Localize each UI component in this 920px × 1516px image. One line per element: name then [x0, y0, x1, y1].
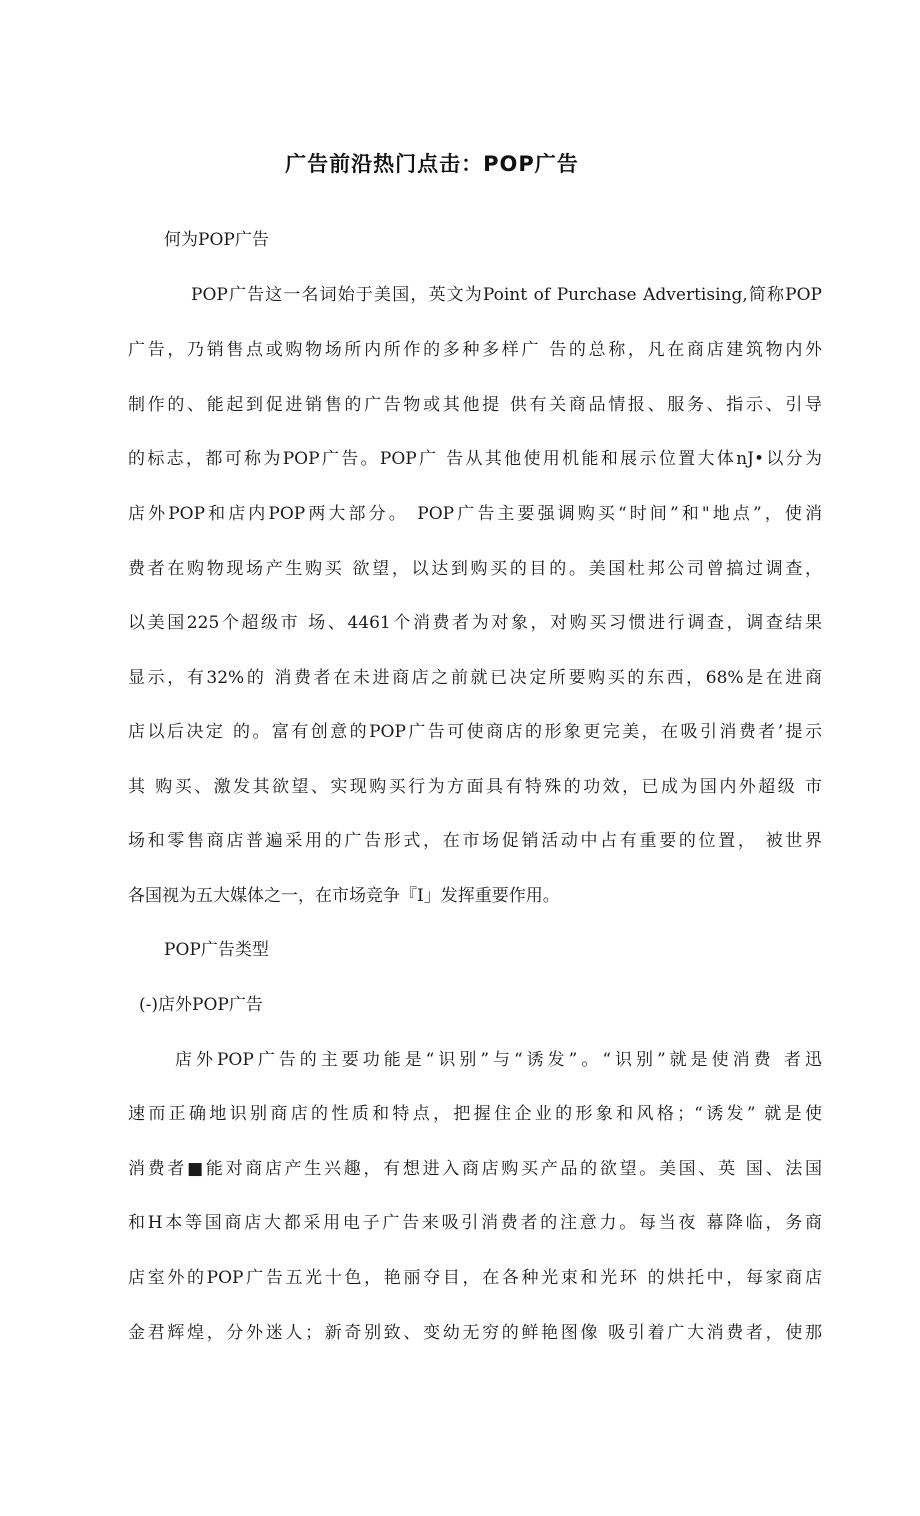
- paragraph-line: 店室外的POP广告五光十色，艳丽夺目，在各种光束和光环 的烘托中，每家商店: [128, 1268, 822, 1288]
- paragraph-line: 店外POP和店内POP两大部分。 POP广告主要强调购买“时间”和"地点”，使消: [128, 504, 822, 524]
- paragraph-line: 金君辉煌，分外迷人；新奇别致、变幼无穷的鲜艳图像 吸引着广大消费者，使那: [128, 1323, 822, 1343]
- paragraph-line: 费者在购物现场产生购买 欲望，以达到购买的目的。美国杜邦公司曾搞过调查，: [128, 559, 822, 579]
- paragraph-line: 以美国225个超级市 场、4461个消费者为对象，对购买习惯进行调查，调查结果: [128, 613, 822, 633]
- paragraph-line: 店以后决定 的。富有创意的POP广告可使商店的形象更完美，在吸引消费者’提示: [128, 722, 822, 742]
- paragraph-line: 制作的、能起到促进销售的广告物或其他提 供有关商品情报、服务、指示、引导: [128, 395, 822, 415]
- paragraph-line: 和H本等国商店大都采用电子广告来吸引消费者的注意力。每当夜 幕降临，务商: [128, 1213, 822, 1233]
- paragraph-line: POP广告这一名词始于美国，英文为Point of Purchase Advertising,简称POP: [191, 285, 822, 305]
- paragraph-line: 其 购买、激发其欲望、实现购买行为方面具有特殊的功效，已成为国内外超级 市: [128, 777, 822, 797]
- page-title: 广告前沿热门点击：POP广告: [285, 152, 579, 176]
- section-heading-what-is-pop: 何为POP广告: [164, 230, 269, 250]
- paragraph-line: 店外POP广告的主要功能是“识别”与“诱发”。“识别”就是使消费 者迅: [175, 1050, 822, 1070]
- paragraph-line: 场和零售商店普遍采用的广告形式，在市场促销活动中占有重要的位置， 被世界: [128, 831, 822, 851]
- paragraph-line: 显示，有32%的 消费者在未进商店之前就已决定所要购买的东西，68%是在进商: [128, 668, 822, 688]
- paragraph-line: 各国视为五大媒体之一，在市场竞争『I」发挥重要作用。: [128, 886, 560, 906]
- paragraph-line: 广告，乃销售点或购物场所内所作的多种多样广 告的总称，凡在商店建筑物内外: [128, 340, 822, 360]
- paragraph-line: 消费者■能对商店产生兴趣，有想进入商店购买产品的欲望。美国、英 国、法国: [128, 1159, 822, 1179]
- paragraph-line: 速而正确地识别商店的性质和特点，把握住企业的形象和风格；“诱发” 就是使: [128, 1104, 822, 1124]
- section-heading-pop-types: POP广告类型: [164, 940, 269, 960]
- subsection-heading-outdoor-pop: (-)店外POP广告: [139, 995, 263, 1015]
- paragraph-line: 的标志，都可称为POP广告。POP广 告从其他使用机能和展示位置大体nJ•以分为: [128, 449, 822, 469]
